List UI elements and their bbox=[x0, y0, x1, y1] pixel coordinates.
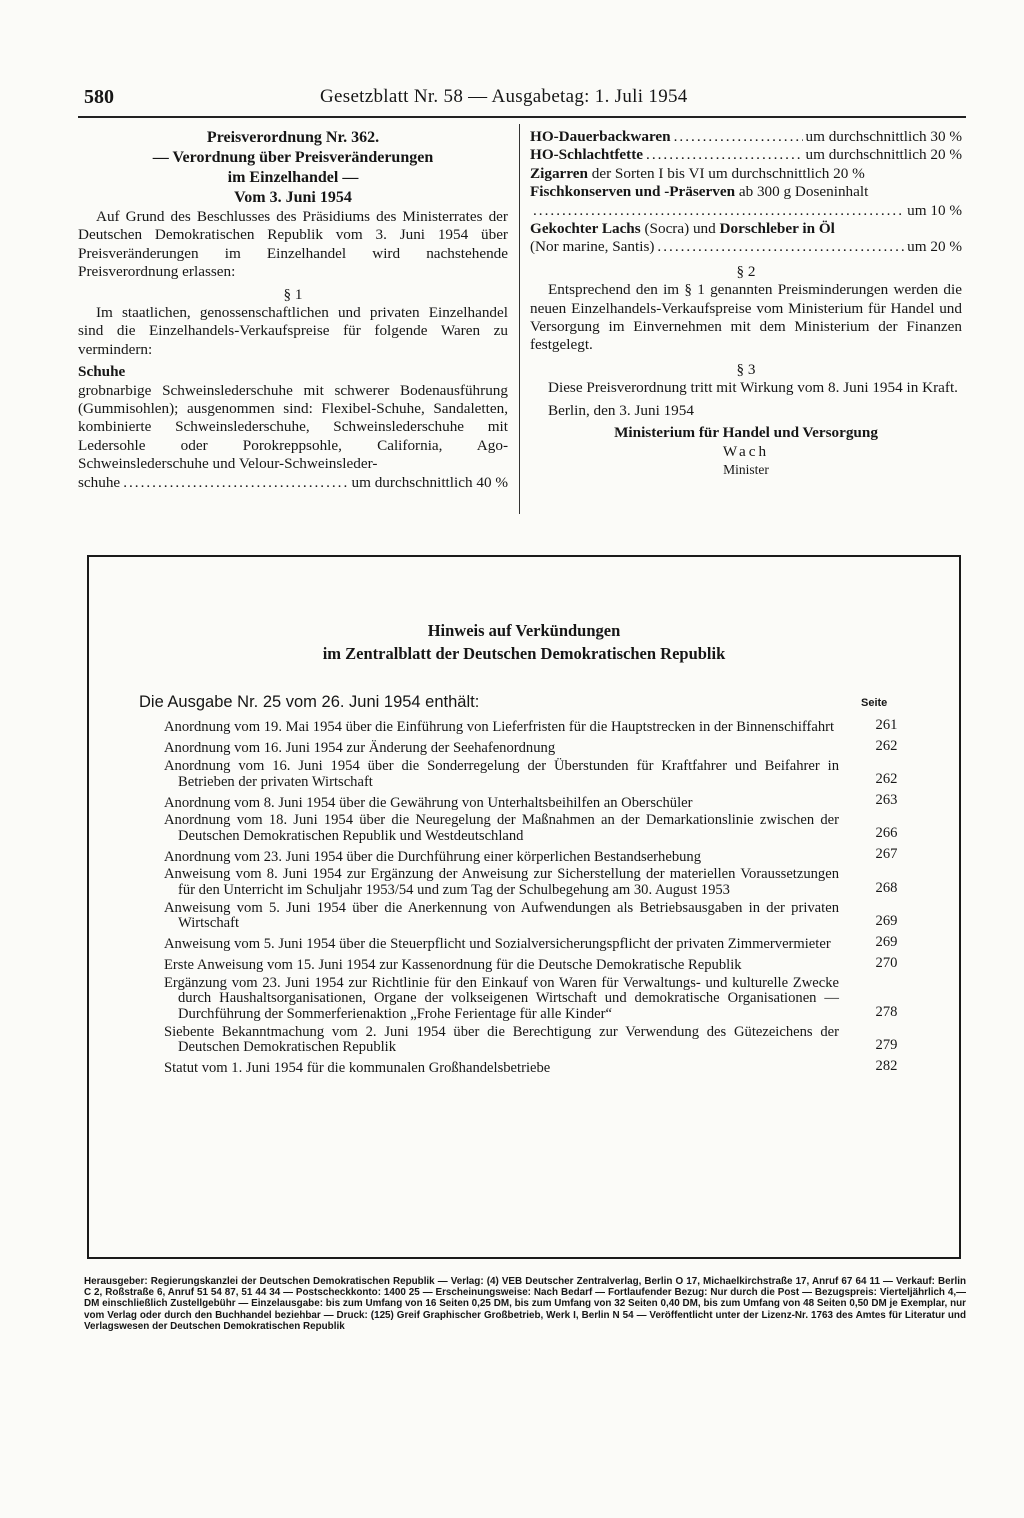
entry-text: Anordnung vom 16. Juni 1954 über die Sonderregelung der Überstunden für Kraftfahrer und Beifahrer in Betrieben der privaten Wirtschaft bbox=[164, 758, 839, 790]
section-2-heading: § 2 bbox=[736, 262, 756, 280]
page-column-label: Seite bbox=[861, 697, 888, 709]
issue-line: Die Ausgabe Nr. 25 vom 26. Juni 1954 enthält: bbox=[139, 693, 480, 711]
list-item bbox=[164, 976, 934, 1023]
item-rate: um 20 % bbox=[907, 238, 962, 256]
entry-text: Anordnung vom 19. Mai 1954 über die Einführung von Lieferfristen für die Hauptstrecken in der Binnenschiffahrt bbox=[164, 719, 835, 736]
schuhe-last-word: schuhe bbox=[78, 473, 121, 491]
item-name: HO-Dauerbackwaren bbox=[530, 128, 671, 145]
ordinance-title: Preisverordnung Nr. 362. bbox=[206, 129, 380, 146]
schuhe-heading: Schuhe bbox=[78, 363, 126, 381]
item-text: (Socra) und bbox=[644, 220, 716, 238]
item-text: ab 300 g Doseninhalt bbox=[738, 183, 869, 201]
box-title-line-1: Hinweis auf Verkündungen bbox=[427, 621, 621, 640]
list-item bbox=[164, 934, 934, 953]
entry-text: Anweisung vom 5. Juni 1954 über die Anerkennung von Aufwendungen als Betriebsausgaben in der privaten Wirtschaft bbox=[164, 899, 839, 932]
signer-name: Wach bbox=[722, 442, 770, 460]
item-zigarren bbox=[530, 165, 962, 183]
item-fischkonserven bbox=[530, 183, 962, 201]
left-column bbox=[78, 128, 508, 492]
header-title: Gesetzblatt Nr. 58 — Ausgabetag: 1. Juli 1954 bbox=[320, 86, 688, 107]
list-item bbox=[164, 1025, 934, 1056]
section-3-heading: § 3 bbox=[736, 360, 756, 378]
list-item bbox=[164, 717, 934, 736]
right-column bbox=[530, 128, 962, 479]
entry-text: Anordnung vom 16. Juni 1954 zur Änderung der Seehafenordnung bbox=[164, 740, 556, 757]
entry-page: 269 bbox=[875, 933, 898, 950]
list-item bbox=[164, 792, 934, 811]
schuhe-rate: um durchschnittlich 40 % bbox=[351, 473, 508, 491]
item-lachs bbox=[530, 220, 962, 238]
place-date: Berlin, den 3. Juni 1954 bbox=[548, 401, 694, 419]
item-name: Zigarren bbox=[530, 164, 588, 182]
page-header bbox=[84, 86, 964, 112]
schuhe-rate-line bbox=[78, 474, 508, 492]
item-rate: um durchschnittlich 30 % bbox=[805, 128, 962, 145]
section-1-text: Im staatlichen, genossenschaftlichen und privaten Einzelhandel sind die Einzelhandels-Verkaufspreise für folgende Waren zu vermindern: bbox=[78, 304, 508, 358]
item-dauerbackwaren bbox=[530, 128, 962, 146]
entry-page: 261 bbox=[875, 717, 898, 733]
ordinance-intro: Auf Grund des Beschlusses des Präsidiums des Ministerrates der Deutschen Demokratischen Republik vom 3. Juni 1954 über Preisveränderungen im Einzelhandel wird nachstehende Preisverordnung erlassen: bbox=[78, 208, 508, 281]
entry-page: 262 bbox=[875, 738, 898, 754]
ordinance-date: Vom 3. Juni 1954 bbox=[234, 189, 352, 206]
ordinance-subtitle: — Verordnung über Preisveränderungen bbox=[152, 149, 434, 166]
item-schlachtfette bbox=[530, 146, 962, 164]
list-item bbox=[164, 738, 934, 757]
entry-text: Siebente Bekanntmachung vom 2. Juni 1954 über die Berechtigung zur Verwendung des Gütezeichens der Deutschen Demokratischen Republik bbox=[164, 1023, 839, 1056]
entry-text: Anordnung vom 18. Juni 1954 über die Neuregelung der Maßnahmen an der Demarkationslinie zwischen der Deutschen Demokratischen Republik und Westdeutschland bbox=[164, 812, 839, 844]
entry-list bbox=[164, 717, 934, 1079]
entry-text: Anordnung vom 23. Juni 1954 über die Durchführung einer körperlichen Bestandserhebung bbox=[164, 848, 702, 865]
entry-text: Anweisung vom 8. Juni 1954 zur Ergänzung der Anweisung zur Sicherstellung der materiellen Voraussetzungen für den Unterricht im Schuljahr 1953/54 und zum Tag der Schulbegehung am 30. August 1953 bbox=[164, 866, 839, 898]
box-title bbox=[89, 619, 959, 665]
ministry-name: Ministerium für Handel und Versorgung bbox=[614, 424, 878, 442]
item-rate: um 10 % bbox=[907, 201, 962, 219]
item-rate: um durchschnittlich 20 % bbox=[805, 146, 962, 164]
imprint-footer: Herausgeber: Regierungskanzlei der Deutschen Demokratischen Republik — Verlag: (4) VEB Deutscher Zentralverlag, Berlin O 17, Michaelkirchstraße 17, Anruf 67 64 11 — Verkauf: Berlin C 2, Roßstraße 6, Anruf 51 54 87, 51 44 34 — Postscheckkonto: 1400 25 — Erscheinungsweise: Nach Bedarf — Fortlaufender Bezug: Nur durch die Post — Bezugspreis: Vierteljährlich 4,— DM einschließlich Zustellgebühr — Einzelausgabe: bis zum Umfang von 16 Seiten 0,25 DM, bis zum Umfang von 32 Seiten 0,40 DM, bis zum Umfang von 48 Seiten 0,50 DM je Exemplar, nur vom Verlag oder durch den Buchhandel beziehbar — Druck: (125) Greif Graphischer Großbetrieb, Werk I, Berlin N 54 — Veröffentlicht unter der Lizenz-Nr. 1763 des Amtes für Literatur und Verlagswesen der Deutschen Demokratischen Republik bbox=[84, 1276, 966, 1332]
item-name: Gekochter Lachs bbox=[530, 220, 641, 238]
item-fischkonserven-rate bbox=[530, 202, 962, 220]
entry-page: 268 bbox=[875, 879, 898, 896]
section-2-text: Entsprechend den im § 1 genannten Preisminderungen werden die neuen Einzelhandels-Verkaufspreise vom Ministerium für Handel und Versorgung im Einvernehmen mit dem Ministerium der Finanzen festgelegt. bbox=[530, 281, 962, 354]
list-item bbox=[164, 955, 934, 974]
section-3-text: Diese Preisverordnung tritt mit Wirkung vom 8. Juni 1954 in Kraft. bbox=[548, 379, 958, 397]
announcement-box bbox=[87, 555, 961, 1259]
entry-page: 279 bbox=[875, 1036, 898, 1053]
list-item bbox=[164, 759, 934, 790]
signer-title: Minister bbox=[723, 461, 769, 477]
list-item bbox=[164, 846, 934, 865]
item-name: HO-Schlachtfette bbox=[530, 146, 644, 164]
entry-page: 270 bbox=[875, 954, 898, 971]
list-item bbox=[164, 1058, 934, 1077]
list-item bbox=[164, 867, 934, 898]
entry-text: Anordnung vom 8. Juni 1954 über die Gewährung von Unterhaltsbeihilfen an Oberschüler bbox=[164, 794, 693, 811]
section-1-heading: § 1 bbox=[283, 285, 303, 303]
entry-page: 262 bbox=[875, 771, 898, 788]
entry-text: Ergänzung vom 23. Juni 1954 zur Richtlinie für den Einkauf von Waren für Verwaltungs- und kulturelle Zwecke durch Haushaltsorganisationen, Organe der volkseigenen Wirtschaft und demokratische Organisationen — Durchführung der Sommerferienaktion „Frohe Ferientage für alle Kinder“ bbox=[164, 974, 839, 1022]
entry-page: 269 bbox=[875, 912, 898, 929]
entry-page: 278 bbox=[875, 1003, 898, 1020]
item-name-2: Dorschleber in Öl bbox=[719, 220, 835, 238]
list-item bbox=[164, 813, 934, 844]
item-text: der Sorten I bis VI um durchschnittlich 20 % bbox=[591, 164, 865, 182]
entry-page: 267 bbox=[875, 846, 898, 863]
item-text: (Nor marine, Santis) bbox=[530, 238, 655, 256]
box-title-line-2: im Zentralblatt der Deutschen Demokratischen Republik bbox=[322, 644, 726, 663]
entry-text: Erste Anweisung vom 15. Juni 1954 zur Kassenordnung für die Deutsche Demokratische Republik bbox=[164, 957, 742, 974]
entry-page: 282 bbox=[875, 1057, 898, 1074]
schuhe-text: grobnarbige Schweinslederschuhe mit schwerer Bodenausführung (Gummisohlen); ausgenommen sind: Flexibel-Schuhe, Sandaletten, kombinierte Schweinslederschuhe, Schweinslederschuhe mit Ledersohle oder Porokreppsohle, California, Ago-Schweinslederschuhe und Velour-Schweinsleder- bbox=[78, 381, 508, 473]
entry-text: Anweisung vom 5. Juni 1954 über die Steuerpflicht und Sozialversicherungspflicht der privaten Zimmervermieter bbox=[164, 936, 831, 953]
item-name: Fischkonserven und -Präserven bbox=[530, 183, 736, 201]
column-divider bbox=[519, 124, 520, 514]
entry-page: 263 bbox=[875, 792, 898, 809]
entry-text: Statut vom 1. Juni 1954 für die kommunalen Großhandelsbetriebe bbox=[164, 1060, 551, 1077]
item-lachs-rate bbox=[530, 238, 962, 256]
list-item bbox=[164, 901, 934, 932]
ordinance-subtitle-2: im Einzelhandel — bbox=[227, 169, 359, 186]
header-rule bbox=[78, 116, 966, 118]
page-number: 580 bbox=[84, 86, 114, 108]
entry-page: 266 bbox=[875, 825, 898, 842]
